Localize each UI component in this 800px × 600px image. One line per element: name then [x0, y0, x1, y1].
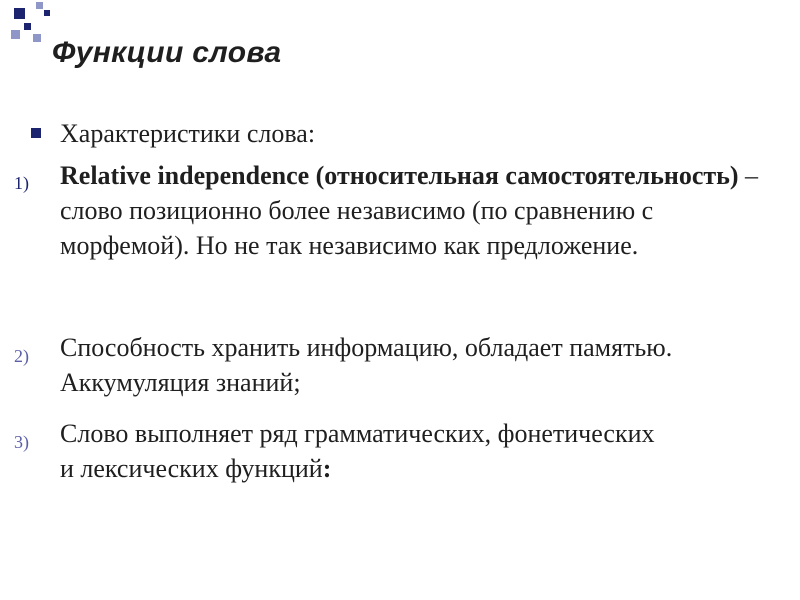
list-item-1 — [60, 158, 760, 263]
item-number-1: 1) — [14, 173, 29, 193]
item-number-2: 2) — [14, 346, 29, 366]
bullet-square-icon — [31, 128, 41, 138]
item-1-text: – слово позиционно более независимо (по сравнению с морфемой). Но не так независимо как предложение. — [60, 161, 759, 260]
slide-title: Функции слова — [52, 36, 282, 69]
list-item-2 — [60, 330, 760, 400]
item-2-text: Способность хранить информацию, обладает памятью. Аккумуляция знаний; — [60, 333, 673, 397]
item-number-3: 3) — [14, 432, 29, 452]
item-3-text: Слово выполняет ряд грамматических, фонетических и лексических функций — [60, 419, 655, 483]
bullet-heading: Характеристики слова: — [60, 119, 316, 148]
item-3-bold-suffix: : — [322, 454, 332, 483]
list-item-3 — [60, 416, 660, 486]
item-1-bold-text: Relative independence (относительная самостоятельность) — [60, 161, 739, 190]
